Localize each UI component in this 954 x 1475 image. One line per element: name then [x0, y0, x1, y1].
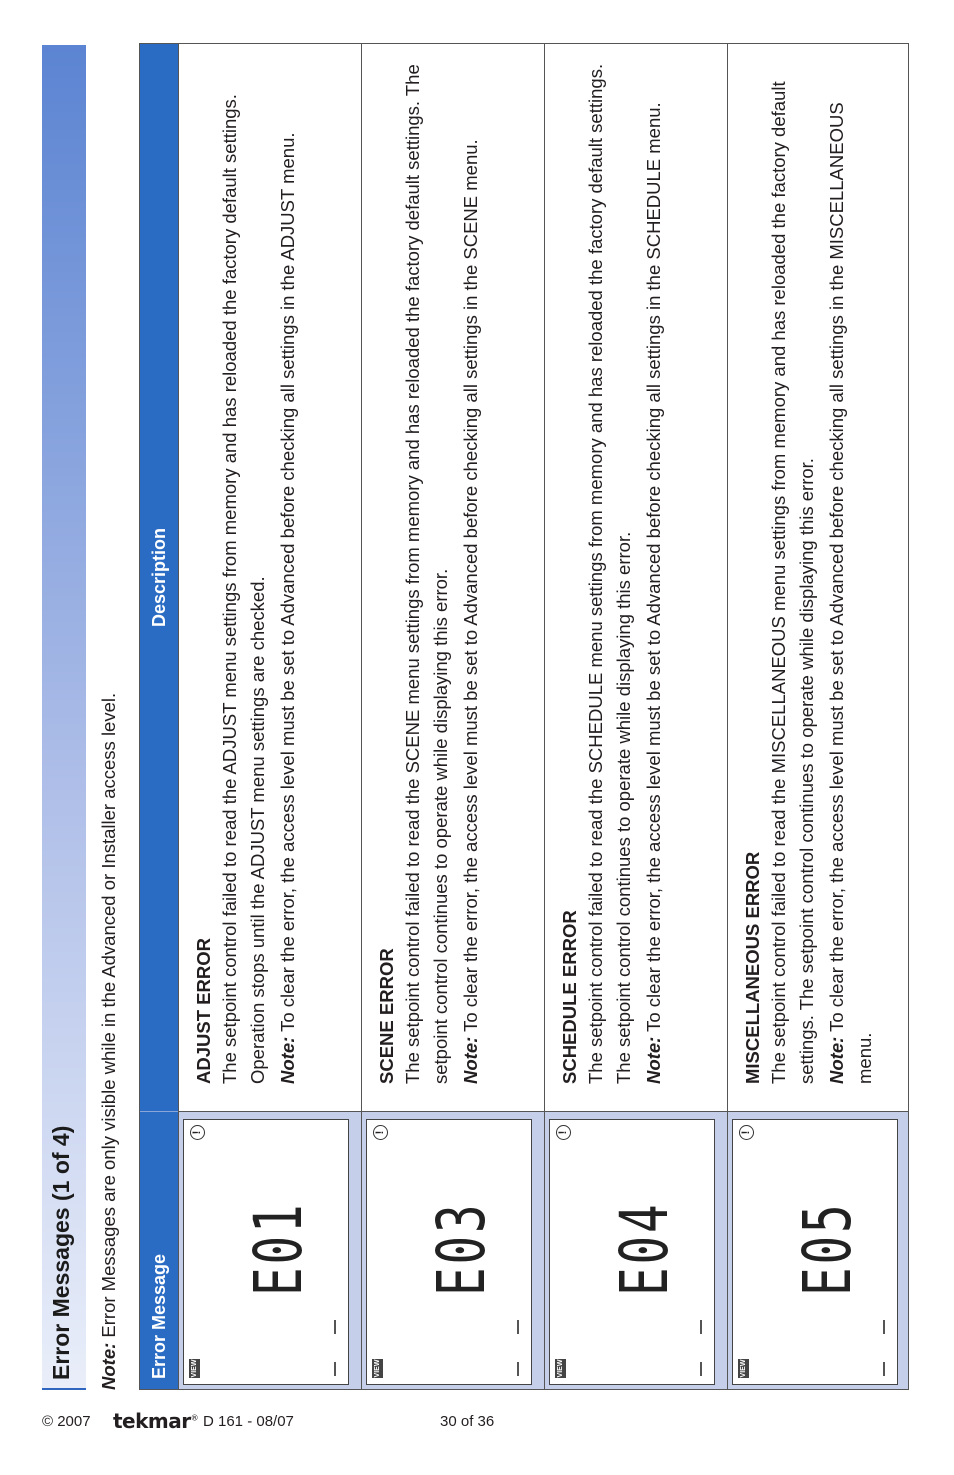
lcd-segment-tick	[883, 1362, 885, 1376]
table-row	[544, 44, 727, 1389]
error-note-text: To clear the error, the access level must be set to Advanced before checking all settings in the SCHEDULE menu.	[643, 102, 664, 1032]
lcd-segment-tick	[883, 1320, 885, 1334]
page-note-text: Error Messages are only visible while in the Advanced or Installer access level.	[98, 692, 119, 1338]
error-code-display: E03	[423, 1201, 500, 1296]
rotated-page-content	[42, 10, 875, 1390]
lcd-segment-tick	[517, 1362, 519, 1376]
warning-icon: !	[373, 1125, 388, 1140]
page-note	[98, 693, 120, 1390]
table-row	[727, 44, 908, 1389]
error-message-cell	[728, 1111, 908, 1389]
table-row	[178, 44, 361, 1389]
header-description: Description	[149, 527, 169, 628]
warning-icon: !	[190, 1125, 205, 1140]
copyright: © 2007	[42, 1413, 91, 1430]
error-message-cell	[179, 1111, 361, 1389]
header-error-message: Error Message	[140, 1111, 178, 1389]
error-note-text: To clear the error, the access level must be set to Advanced before checking all settings in the ADJUST menu.	[277, 132, 298, 1032]
view-badge: VIEW	[557, 1359, 564, 1378]
document-code: D 161 - 08/07	[203, 1413, 294, 1430]
lcd-display	[366, 1119, 532, 1385]
table-row	[361, 44, 544, 1389]
description-cell	[179, 44, 361, 1111]
lcd-segment-tick	[517, 1320, 519, 1334]
error-name: MISCELLANEOUS ERROR	[742, 851, 763, 1084]
error-message-cell	[362, 1111, 544, 1389]
error-note-text: To clear the error, the access level must be set to Advanced before checking all settings in the SCENE menu.	[460, 139, 481, 1032]
error-code-display: E05	[789, 1201, 866, 1296]
error-note-text: To clear the error, the access level must be set to Advanced before checking all settings in the MISCELLANEOUS menu.	[826, 102, 875, 1084]
description-cell	[545, 44, 727, 1111]
view-badge: VIEW	[191, 1359, 198, 1378]
lcd-display	[183, 1119, 349, 1385]
title-bar	[42, 45, 86, 1390]
lcd-segment-tick	[700, 1320, 702, 1334]
description-cell	[362, 44, 544, 1111]
error-message-cell	[545, 1111, 727, 1389]
error-note-label: Note:	[460, 1036, 481, 1084]
lcd-segment-tick	[334, 1362, 336, 1376]
brand-name: tekmar	[113, 1409, 191, 1433]
error-note-label: Note:	[643, 1036, 664, 1084]
table-header	[140, 44, 178, 1389]
lcd-segment-tick	[700, 1362, 702, 1376]
error-code-display: E01	[240, 1201, 317, 1296]
error-code-display: E04	[606, 1201, 683, 1296]
error-note-label: Note:	[826, 1036, 847, 1084]
warning-icon: !	[739, 1125, 754, 1140]
error-note	[640, 54, 668, 1084]
view-badge: VIEW	[374, 1359, 381, 1378]
error-note-label: Note:	[277, 1036, 298, 1084]
warning-icon: !	[556, 1125, 571, 1140]
page-number: 30 of 36	[440, 1413, 495, 1430]
lcd-segment-tick	[334, 1320, 336, 1334]
lcd-display	[549, 1119, 715, 1385]
view-badge: VIEW	[740, 1359, 747, 1378]
page-title: Error Messages (1 of 4)	[48, 1125, 74, 1380]
error-note	[457, 54, 485, 1084]
lcd-display	[732, 1119, 898, 1385]
error-name: SCHEDULE ERROR	[559, 910, 580, 1084]
error-name: ADJUST ERROR	[193, 938, 214, 1084]
error-description: The setpoint control failed to read the MISCELLANEOUS menu settings from memory and has reloaded the factory default settings. The setpoint control continues to operate while displaying this error.	[768, 81, 817, 1084]
brand-logo	[113, 1409, 198, 1433]
error-description: The setpoint control failed to read the SCENE menu settings from memory and has reloaded the factory default settings. The setpoint control continues to operate while displaying this error.	[402, 64, 451, 1084]
error-name: SCENE ERROR	[376, 948, 397, 1084]
error-description: The setpoint control failed to read the ADJUST menu settings from memory and has reloaded the factory default settings. Operation stops until the ADJUST menu settings are checked.	[219, 94, 268, 1084]
error-note	[823, 54, 879, 1084]
error-table	[139, 43, 909, 1390]
error-description: The setpoint control failed to read the SCHEDULE menu settings from memory and has reloaded the factory default settings. The setpoint control continues to operate while displaying this error.	[585, 63, 634, 1084]
page-note-label: Note:	[98, 1342, 119, 1390]
error-note	[274, 54, 302, 1084]
description-cell	[728, 44, 908, 1111]
registered-mark: ®	[190, 1413, 199, 1423]
